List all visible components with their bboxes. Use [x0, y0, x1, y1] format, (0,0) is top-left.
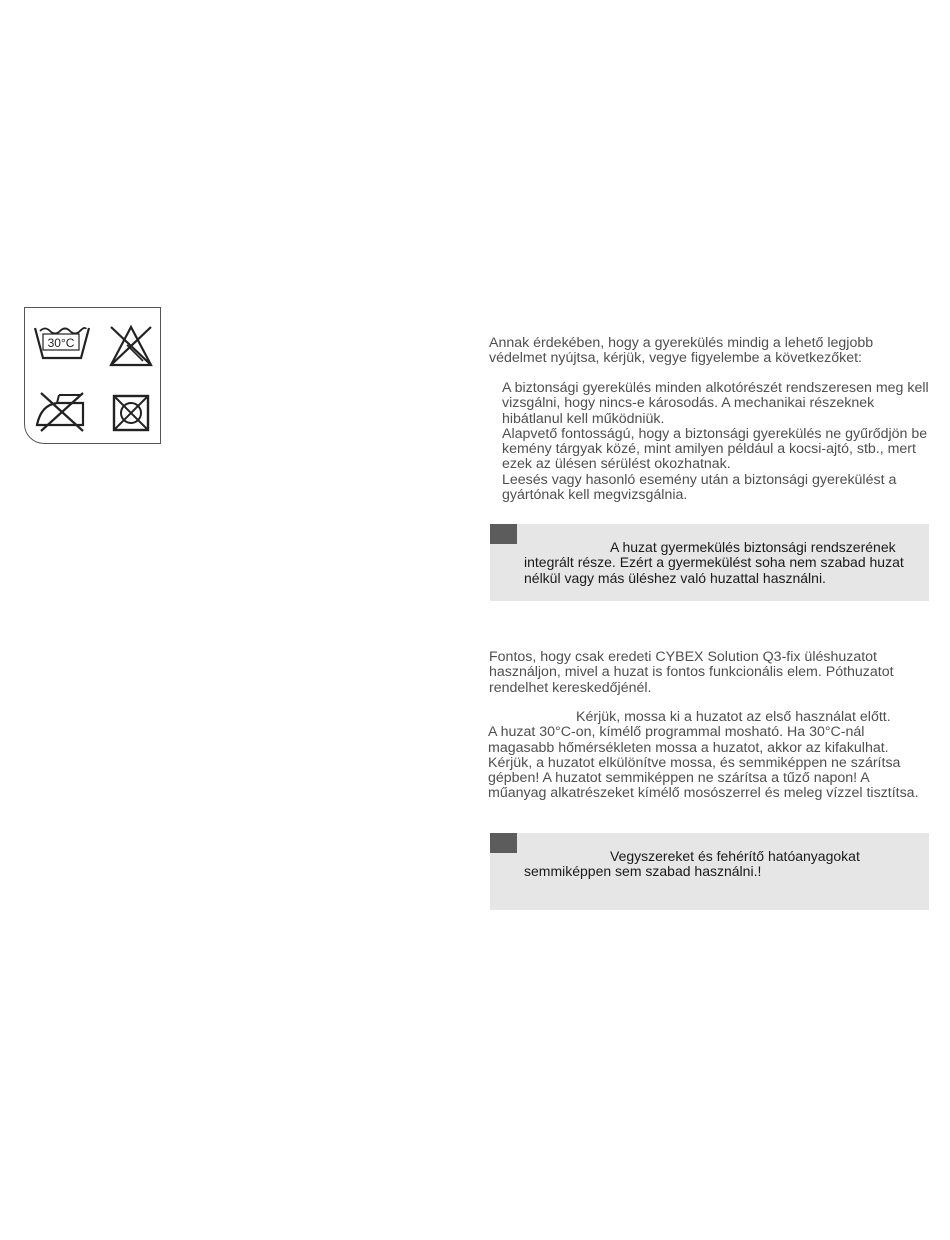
do-not-iron-icon — [33, 391, 89, 433]
do-not-tumble-dry-icon — [111, 393, 151, 433]
wash-temperature-label: 30°C — [47, 336, 75, 350]
notice-lead: A huzat gyermekülés biztonsági rendszerének — [610, 539, 896, 555]
care-symbols-panel — [24, 307, 161, 444]
notice-box-cover-integral — [490, 524, 929, 601]
notice-text — [524, 540, 919, 586]
washing-rest: A huzat 30°C-on, kímélő programmal mosható. Ha 30°C-nál magasabb hőmérsékleten mossa a huzatot, akkor az kifakulhat. Kérjük, a huzatot elkülönítve mossa, és semmiképpen ne szárítsa gépben! A huzatot semmiképpen ne szárítsa a tűző napon! A műanyag alkatrészeket kímélő mosószerrel és meleg vízzel tisztítsa. — [488, 724, 919, 802]
notice-tab-marker — [490, 833, 517, 853]
list-item: A biztonsági gyerekülés minden alkotórészét rendszeresen meg kell vizsgálni, hogy nincs-e károsodás. A mechanikai részeknek hibátlanul kell működniük. — [502, 380, 929, 427]
notice-box-chemicals — [490, 833, 929, 910]
do-not-bleach-icon — [107, 323, 155, 369]
list-item: Leesés vagy hasonló esemény után a biztonsági gyerekülést a gyártónak kell megvizsgálnia. — [502, 471, 897, 504]
washing-lead: Kérjük, mossa ki a huzatot az első használat előtt. — [576, 709, 891, 725]
washing-instructions-paragraph — [488, 710, 930, 802]
notice-rest: integrált része. Ezért a gyermekülést soha nem szabad huzat nélkül vagy más üléshez való huzattal használni. — [524, 554, 904, 586]
notice-lead: Vegyszereket és fehérítő hatóanyagokat — [610, 848, 860, 864]
maintenance-list — [502, 381, 932, 503]
notice-tab-marker — [490, 524, 517, 544]
original-cover-paragraph: Fontos, hogy csak eredeti CYBEX Solution Q3-fix üléshuzatot használjon, mivel a huzat is fontos funkcionális elem. Póthuzatot rendelhet kereskedőjénél. — [489, 649, 894, 696]
notice-rest: semmiképpen sem szabad használni.! — [524, 863, 762, 880]
notice-text — [524, 849, 919, 880]
list-item: Alapvető fontosságú, hogy a biztonsági gyerekülés ne gyűrődjön be kemény tárgyak közé, mint amilyen például a kocsi-ajtó, stb., mert ezek az ülésen sérülést okozhatnak. — [502, 425, 928, 473]
intro-paragraph: Annak érdekében, hogy a gyerekülés mindig a lehető legjobb védelmet nyújtsa, kérjük, vegye figyelembe a következőket: — [489, 335, 874, 367]
wash-30-gentle-icon — [33, 322, 91, 362]
